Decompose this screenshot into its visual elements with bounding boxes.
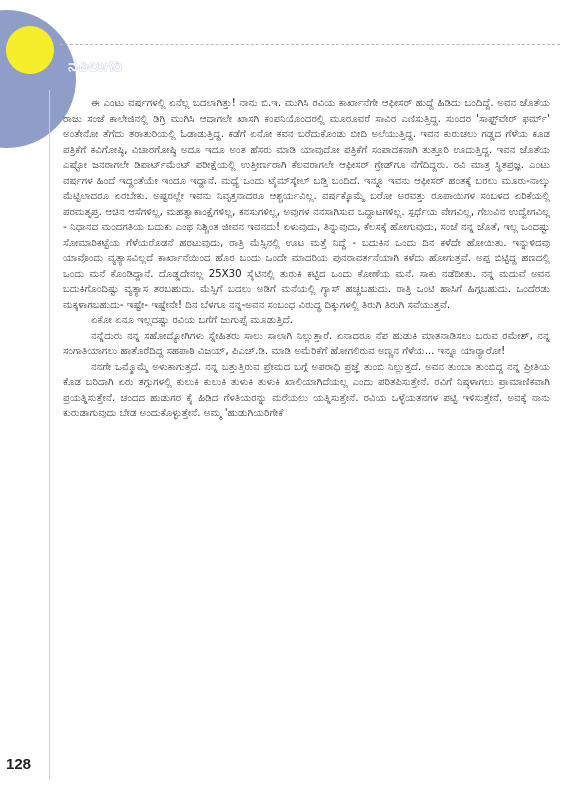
header-divider [60,44,560,45]
body-text [63,96,550,724]
margin-divider [49,90,50,780]
section-title: ನವಿಲುಗರಿ [68,56,123,75]
paragraph: ನನಗೇ ಒಮ್ಮೊಮ್ಮೆ ಅಳುಕಾಗುತ್ತದೆ. ನನ್ನ ಬತ್ತುತ್ತಿರುವ ಪ್ರೇಮದ ಬಗ್ಗೆ ಅಪರಾಧಿ ಪ್ರಜ್ಞೆ ತುಂಬಿ ನಿಲ್ಲುತ್ತದೆ. ಅವನ ತುಂಬಾ ತುಂಬಿದ್ದ ನನ್ನ ಪ್ರೀತಿಯ ಕೊಡ ಬರಿದಾಗಿ ಏರು ತಗ್ಗುಗಳಲ್ಲಿ ಕುಲುಕಿ ಕುಲುಕಿ ತುಳುಕಿ ತುಳುಕಿ ಖಾಲಿಯಾಗಿದೆಯಲ್ಲ ಎಂದು ಪರಿತಪಿಸುತ್ತೇನೆ. ರವಿಗೆ ನಿಷ್ಠಳಾಗಲು ಪ್ರಾಮಾಣಿಕವಾಗಿ ಪ್ರಯತ್ನಿಸುತ್ತೇನೆ. ಚಂದದ ಹುಡುಗರ ಕೈ ಹಿಡಿದ ಗೆಳತಿಯರನ್ನು ಮರೆಯಲು ಯತ್ನಿಸುತ್ತೇನೆ. ರವಿಯ ಒಳ್ಳೆಯತನಗಳ ಪಟ್ಟಿ ಇಳಿಸುತ್ತೇನೆ. ಅವಕ್ಕೆ ನಾನು ಕುರುಡಾಗುವುದು ಬೇಡ ಅಂದುಕೊಳ್ಳುತ್ತೇನೆ. ಅಮ್ಮ 'ಹುಡುಗಿಯರಿಗೇಕೆ [63,361,550,419]
paragraph: ನನ್ನೆದುರು ನನ್ನ ಸಹೋದ್ಯೋಗಿಗಳು ಸ್ನೇಹಿತರು ಸಾಲು ಸಾಲಾಗಿ ನಿಲ್ಲುತ್ತಾರೆ. ಏನಾದರೂ ನೆಪ ಹುಡುಕಿ ಮಾತನಾಡಿಸಲು ಬರುವ ರಮೇಶ್, ನನ್ನ ಸಂಗಾತಿಯಾಗಲು ಹಾತೊರೆದಿದ್ದ ಸಹಪಾಠಿ ವಿಜಯ್, ಪಿಎಚ್.ಡಿ. ಮಾಡಿ ಅಮೆರಿಕೆಗೆ ಹೋಗಲಿರುವ ಅಣ್ಣನ ಗೆಳೆಯ... ಇನ್ನೂ ಯಾರ್‍ಯಾರೋ! [63,330,550,357]
decorative-circle-yellow [6,26,54,74]
paragraph: ಏಕೋ ಏನೂ ಇಲ್ಲದಷ್ಟು ರವಿಯ ಬಗೆಗೆ ಜುಗುಪ್ಸೆ ಮೂಡುತ್ತಿದೆ. [91,315,293,326]
paragraph: ಈ ಎಂಟು ವರ್ಷಗಳಲ್ಲಿ ಏನೆಲ್ಲ ಬದಲಾಗಿತ್ತು! ನಾನು ಬಿ.ಇ. ಮುಗಿಸಿ ರವಿಯ ಕಾರ್ಖಾನೆಗೇ ಆಫೀಸರ್ ಹುದ್ದೆ ಹಿಡಿದು ಬಂದಿದ್ದೆ. ಅವನ ಜೊತೆಯ ರಾಜು ಸಂಜೆ ಕಾಲೇಜಿನಲ್ಲಿ ಡಿಗ್ರಿ ಮುಗಿಸಿ ಆದಾಗಲೇ ಖಾಸಗಿ ಕಂಪನಿಯೊಂದರಲ್ಲಿ ಮೂರೂವರೆ ಸಾವಿರ ಎಣಿಸುತ್ತಿದ್ದ. ಸುಂದರ 'ಸಾಫ್ಟ್‌ವೇರ್ ಫರ್ಮ್' ಅಂತೇನೋ ತೆಗೆದು ತರಾತುರಿಯಲ್ಲಿ ಓಡಾಡುತ್ತಿದ್ದ. ಕಡೆಗೆ ಏನೋ ಕವನ ಬರೆದುಕೊಂಡು ಬೀದಿ ಅಲೆಯುತ್ತಿದ್ದ. ಇವನ ಕುರುಚಲು ಗಡ್ಡದ ಗೆಳೆಯ ಕೂಡ ಪತ್ರಿಕೆಗೆ ಕವಿಗೋಷ್ಠಿ, ವಿಚಾರಗೋಷ್ಠಿ ಅದೂ ಇದೂ ಅಂತ ಹೆಸರು ಮಾಡಿ ಯಾವುದೋ ಪತ್ರಿಕೆಗೆ ಸಂಪಾದಕನಾಗಿ ತುತ್ತೂರಿ ಊದುತ್ತಿದ್ದ. ಇವನ ಜೊತೆಯ ಎಷ್ಟೋ ಜನರಾಗಲೇ ಡಿಪಾರ್ಟ್‌ಮೆಂಟ್ ಪರೀಕ್ಷೆಯಲ್ಲಿ ಉತ್ತೀರ್ಣರಾಗಿ ಕೆಲವರಾಗಲೇ ಆಫೀಸರ್ ಗ್ರೇಡ್‌ಗೂ ನೆಗೆದಿದ್ದರು. ರವಿ ಮಾತ್ರ ಸ್ಥಿತಪ್ರಜ್ಞ. ಎಂಟು ವರ್ಷಗಳ ಹಿಂದೆ ಇದ್ದಂತೆಯೇ ಇಂದೂ ಇದ್ದಾನೆ. ಮಧ್ಯೆ ಒಂದು ಟೈಮ್‌ಸ್ಕೇಲ್ ಬಡ್ತಿ ಬಂದಿದೆ. ಇನ್ನೂ ಇವನು ಆಫೀಸರ್ ಹಂತಕ್ಕೆ ಬರಲು ಮೂರು-ನಾಲ್ಕು ಮೆಟ್ಟಿಲಾದರೂ ಏರಬೇಕು. ಅಷ್ಟರಲ್ಲೇ ಇವನು ನಿವೃತ್ತನಾದರೂ ಆಶ್ಚರ್ಯವಿಲ್ಲ. ವರ್ಷಕ್ಕೊಮ್ಮೆ ಬರೋ ಅರವತ್ತು ರೂಪಾಯಿಗಳ ಸಂಬಳದ ಏರಿಕೆಯಲ್ಲಿ ಪರಮತೃಪ್ತ. ಆಚಿನ ಆಸೆಗಳಿಲ್ಲ, ಮಹತ್ವಾಕಾಂಕ್ಷೆಗಳಿಲ್ಲ, ಕನಸುಗಳಿಲ್ಲ, ಅವುಗಳ ನನಸಾಗಿಸುವ ಒದ್ದಾಟಗಳಿಲ್ಲ. ಸ್ಪರ್ಧೆಯ ವೇಗವಿಲ್ಲ, ಗೆಲುವಿನ ಉದ್ವೇಗವಿಲ್ಲ - ನಿಧಾನದ ಮಂದಗತಿಯ ಬದುಕು ಎಂಥ ನಿಶ್ಚಿಂತ ಜೀವನ ಇವನದು! ಏಳುವುದು, ತಿನ್ನುವುದು, ಕೆಲಸಕ್ಕೆ ಹೋಗುವುದು, ಸಂಜೆ ನನ್ನ ಜೊತೆ, ಇಲ್ಲ ಒಂದಷ್ಟು ಸೋಮಾರಿಕಟ್ಟೆಯ ಗೆಳೆಯರೊಡನೆ ಹರಟುವುದು, ರಾತ್ರಿ ಮೆಸ್ಸಿನಲ್ಲಿ ಊಟ ಮತ್ತೆ ನಿದ್ದೆ - ಬದುಕಿನ ಒಂದು ದಿನ ಕಳೆದೇ ಹೋಯಿತು. ಇನ್ನುಳಿದವು ಯಾವೊಂದು ವ್ಯತ್ಯಾಸವಿಲ್ಲದೆ ಕಾರ್ಖಾನೆಯಿಂದ ಹೊರ ಬಂದು ಒಂದೇ ಮಾದರಿಯ ಪುನರಾವರ್ತನೆಯಾಗಿ ಕಳೆದು ಹೋಗುತ್ತವೆ. ಅಪ್ಪ ಬಿಟ್ಟಿದ್ದ ಹಣದಲ್ಲಿ ಒಂದು ಮನೆ ಕೊಂಡಿದ್ದಾನೆ. ದೊಡ್ಡದೇನಲ್ಲ 25X30 ಸೈಟಿನಲ್ಲಿ ತುರುಕಿ ಕಟ್ಟಿದ ಒಂದು ಕೋಣೆಯ ಮನೆ. ಸಾಕು ನಡೆದೀತು. ನನ್ನ ಮದುವೆ ಅವನ ಬದುಕಿಗೊಂದಿಷ್ಟು ವ್ಯತ್ಯಾಸ ತರಬಹುದು. ಮೆಸ್ಸಿಗೆ ಬದಲು ಅಡಿಗೆ ಮನೆಯಲ್ಲಿ ಗ್ಯಾಸ್ ಹಚ್ಚಬಹುದು. ರಾತ್ರಿ ಒಂಟಿ ಹಾಸಿಗೆ ಹಿಗ್ಗಬಹುದು. ಒಂದೆರಡು ಮಕ್ಕಳಾಗಬಹುದು- ಇಷ್ಟೇ- ಇಷ್ಟೇನೇ! ದಿನ ಬೆಳಗೂ ನನ್ನ-ಅವನ ಸಂಬಂಧ ವಿರುದ್ಧ ದಿಕ್ಕುಗಳಲ್ಲಿ ತಿರುಗಿ ತಿರುಗಿ ಸವೆಯುತ್ತವೆ. [63,98,550,311]
page-number: 128 [6,756,32,773]
